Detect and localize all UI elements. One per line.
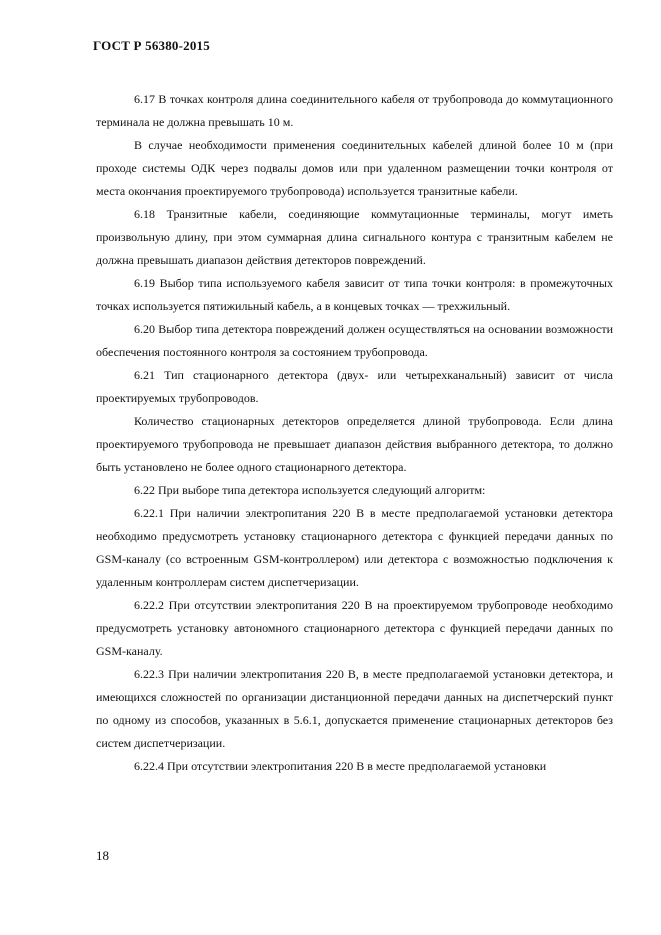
paragraph-6-19: 6.19 Выбор типа используемого кабеля зависит от типа точки контроля: в промежуточных точках используется пятижильный кабель, а в концевых точках — трехжильный. xyxy=(96,276,613,313)
paragraph-6-22-3: 6.22.3 При наличии электропитания 220 В, в месте предполагаемой установки детектора, и имеющихся сложностей по организации дистанционной передачи данных на диспетчерский пункт по одному из способов, указанных в 5.6.1, допускается применение стационарных детекторов без систем диспетчеризации. xyxy=(96,667,613,750)
paragraph-6-21: 6.21 Тип стационарного детектора (двух- или четырехканальный) зависит от числа проектируемых трубопроводов. xyxy=(96,368,613,405)
paragraph-6-20: 6.20 Выбор типа детектора повреждений должен осуществляться на основании возможности обеспечения постоянного контроля за состоянием трубопровода. xyxy=(96,322,613,359)
document-header: ГОСТ Р 56380-2015 xyxy=(93,38,210,53)
page-number: 18 xyxy=(96,848,109,863)
paragraph-6-18: 6.18 Транзитные кабели, соединяющие коммутационные терминалы, могут иметь произвольную длину, при этом суммарная длина сигнального контура с транзитным кабелем не должна превышать диапазон действия детекторов повреждений. xyxy=(96,207,613,267)
paragraph-6-22: 6.22 При выборе типа детектора используется следующий алгоритм: xyxy=(134,483,486,497)
paragraph-6-22-1: 6.22.1 При наличии электропитания 220 В в месте предполагаемой установки детектора необходимо предусмотреть установку стационарного детектора с функцией передачи данных по GSM-каналу (со встроенным GSM-контроллером) или детектора с возможностью подключения к удаленным контроллерам систем диспетчеризации. xyxy=(96,506,613,589)
paragraph-6-22-4: 6.22.4 При отсутствии электропитания 220 В в месте предполагаемой установки xyxy=(134,759,547,773)
paragraph-6-22-2: 6.22.2 При отсутствии электропитания 220 В на проектируемом трубопроводе необходимо предусмотреть установку автономного стационарного детектора с функцией передачи данных по GSM-каналу. xyxy=(96,598,613,658)
paragraph-transit-cables: В случае необходимости применения соединительных кабелей длиной более 10 м (при проходе системы ОДК через подвалы домов или при удаленном размещении точки контроля от места окончания проектируемого трубопровода) используется транзитные кабели. xyxy=(96,138,613,198)
paragraph-6-17: 6.17 В точках контроля длина соединительного кабеля от трубопровода до коммутационного терминала не должна превышать 10 м. xyxy=(96,92,613,129)
document-body xyxy=(96,88,613,778)
paragraph-detector-count: Количество стационарных детекторов определяется длиной трубопровода. Если длина проектируемого трубопровода не превышает диапазон действия выбранного детектора, то должно быть установлено не более одного стационарного детектора. xyxy=(96,414,613,474)
